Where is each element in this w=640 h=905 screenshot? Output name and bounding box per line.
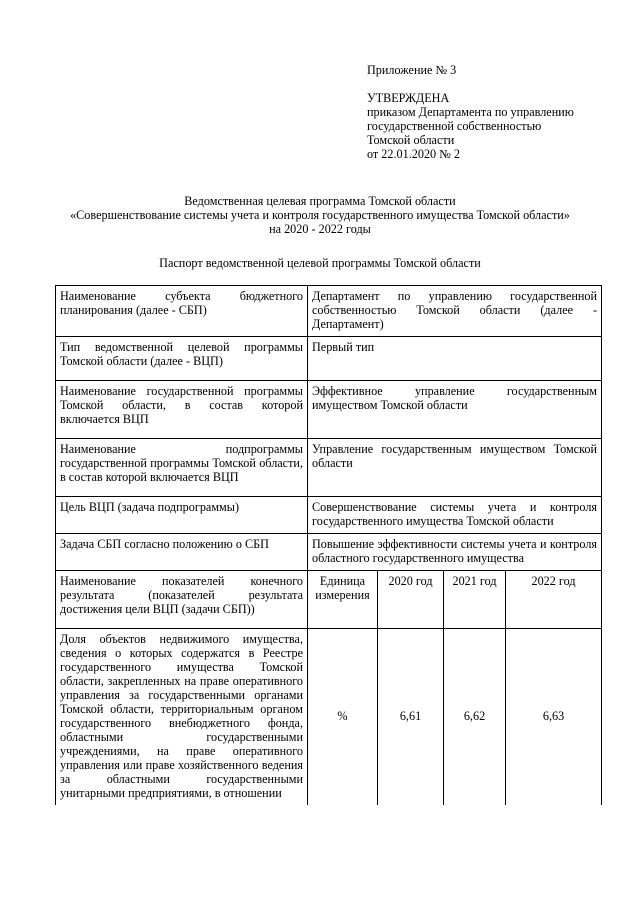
passport-title: Паспорт ведомственной целевой программы Томской области (159, 256, 481, 270)
indicator-value-2020: 6,61 (378, 629, 444, 806)
row-value-sbp: Департамент по управлению государственной собственностью Томской области (далее - Департамент) (308, 286, 602, 337)
indicator-label: Доля объектов недвижимого имущества, сведения о которых содержатся в Реестре государственного имущества Томской области, закрепленных на праве оперативного управления за государственными органами Томской области, территориальным органом государственного внебюджетного фонда, областными государственными учреждениями, на праве оперативного управления или праве хозяйственного ведения за областными государственными унитарными предприятиями, в отношении (56, 629, 308, 806)
approval-header (367, 63, 627, 161)
row-label-sbp: Наименование субъекта бюджетного планирования (далее - СБП) (56, 286, 308, 337)
row-label-task: Задача СБП согласно положению о СБП (56, 534, 308, 571)
row-value-subprogram: Управление государственным имуществом Томской области (308, 439, 602, 497)
row-label-subprogram: Наименование подпрограммы государственной программы Томской области, в состав которой включается ВЦП (56, 439, 308, 497)
table-row (56, 497, 602, 534)
indicator-header-2021: 2021 год (444, 571, 506, 629)
table-row (56, 534, 602, 571)
indicator-value-2022: 6,63 (506, 629, 602, 806)
title-line-3: на 2020 - 2022 годы (269, 222, 371, 236)
row-label-type: Тип ведомственной целевой программы Томской области (далее - ВЦП) (56, 337, 308, 381)
indicator-unit: % (308, 629, 378, 806)
row-value-task: Повышение эффективности системы учета и контроля областного государственного имущества (308, 534, 602, 571)
table-row (56, 286, 602, 337)
table-row (56, 571, 602, 629)
row-value-state-program: Эффективное управление государственным имуществом Томской области (308, 381, 602, 439)
indicator-value-2021: 6,62 (444, 629, 506, 806)
table-row (56, 439, 602, 497)
document-title (40, 194, 600, 236)
appendix-number: Приложение № 3 (367, 63, 457, 77)
table-row (56, 337, 602, 381)
title-line-1: Ведомственная целевая программа Томской области (184, 194, 456, 208)
order-date: от 22.01.2020 № 2 (367, 147, 460, 161)
order-line-1: приказом Департамента по управлению (367, 105, 574, 119)
row-value-goal: Совершенствование системы учета и контроля государственного имущества Томской области (308, 497, 602, 534)
approved-stamp: УТВЕРЖДЕНА (367, 91, 450, 105)
table-row (56, 381, 602, 439)
indicator-header-2022: 2022 год (506, 571, 602, 629)
row-value-type: Первый тип (308, 337, 602, 381)
table-row (56, 629, 602, 806)
title-line-2: «Совершенствование системы учета и контроля государственного имущества Томской области» (70, 208, 570, 222)
order-line-3: Томской области (367, 133, 455, 147)
indicator-header-label: Наименование показателей конечного результата (показателей результата достижения цели ВЦП (задачи СБП)) (56, 571, 308, 629)
row-label-goal: Цель ВЦП (задача подпрограммы) (56, 497, 308, 534)
order-line-2: государственной собственностью (367, 119, 542, 133)
row-label-state-program: Наименование государственной программы Томской области, в состав которой включается ВЦП (56, 381, 308, 439)
indicator-header-2020: 2020 год (378, 571, 444, 629)
passport-table (55, 285, 602, 805)
indicator-header-unit: Единица измерения (308, 571, 378, 629)
